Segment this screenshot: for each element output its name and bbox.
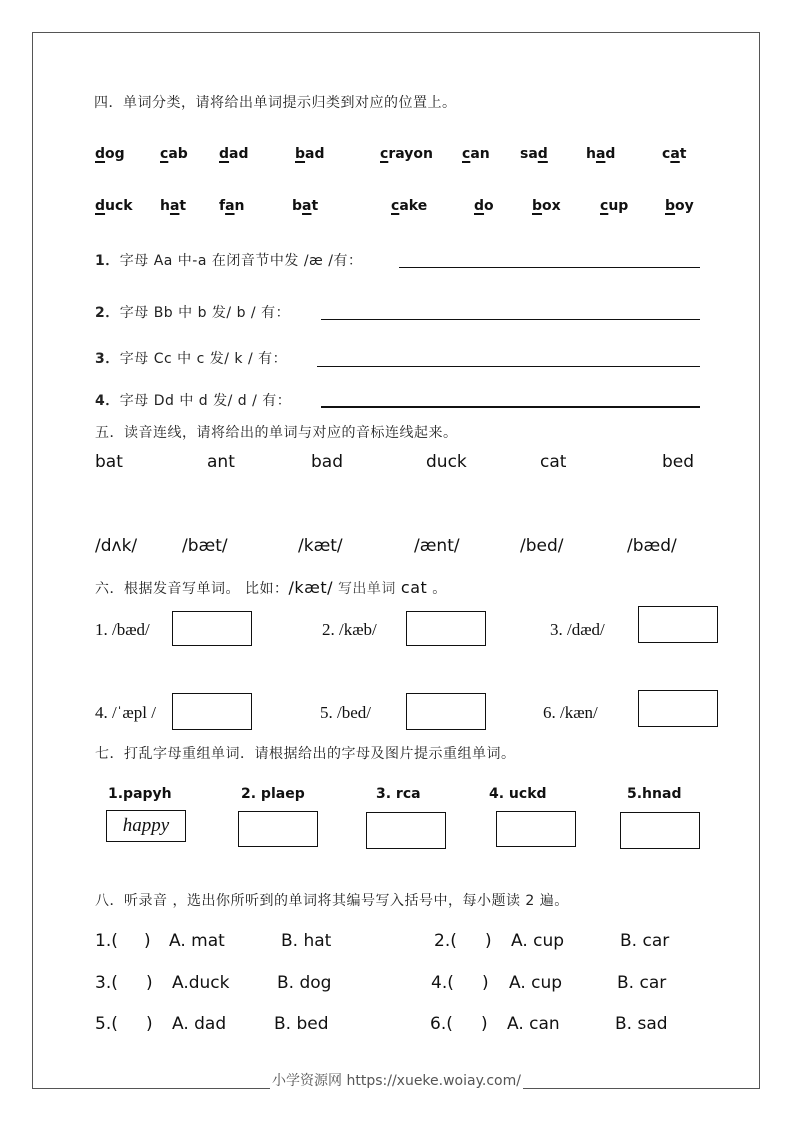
item8-1-bracket[interactable]: ) xyxy=(144,931,151,951)
word-duck: duck xyxy=(95,198,133,214)
phonetic-kaet[interactable]: /kæt/ xyxy=(298,536,343,556)
footer xyxy=(0,1070,793,1090)
item6-4-label: 4. /ˈæpl / xyxy=(95,703,156,722)
item8-5-bracket[interactable]: ) xyxy=(146,1014,153,1034)
item8-4-option-b: B. car xyxy=(617,973,667,993)
item8-6-option-b: B. sad xyxy=(615,1014,668,1034)
item6-2-label: 2. /kæb/ xyxy=(322,620,377,639)
item7-2-label: 2. plaep xyxy=(241,786,305,802)
question-2: 2．字母 Bb 中 b 发/ b / 有： xyxy=(95,305,291,321)
section8-title: 八．听录音 ，选出你所听到的单词将其编号写入括号中，每小题读 2 遍。 xyxy=(95,893,569,909)
word-dog: dog xyxy=(95,146,125,162)
word-hat: hat xyxy=(160,198,187,214)
word-box: box xyxy=(532,198,561,214)
item7-3-answer-box[interactable] xyxy=(366,812,446,849)
word-had: had xyxy=(586,146,616,162)
word-can: can xyxy=(462,146,490,162)
word-fan: fan xyxy=(219,198,245,214)
match-word-bad[interactable]: bad xyxy=(311,452,343,472)
item7-4-answer-box[interactable] xyxy=(496,811,576,847)
answer-line-2[interactable] xyxy=(321,319,700,320)
item7-1-answer-box[interactable] xyxy=(106,810,186,842)
phonetic-baed[interactable]: /bæd/ xyxy=(627,536,677,556)
item8-5-option-a: A. dad xyxy=(172,1014,227,1034)
item6-2-answer-box[interactable] xyxy=(406,611,486,646)
item7-2-answer-box[interactable] xyxy=(238,811,318,847)
item6-3-label: 3. /dæd/ xyxy=(550,620,605,639)
question-3: 3．字母 Cc 中 c 发/ k / 有： xyxy=(95,351,288,367)
item8-4-open: 4.( xyxy=(431,973,454,993)
section6-title: 六．根据发音写单词。 比如：/kæt/ 写出单词 cat 。 xyxy=(95,578,447,597)
item7-1-answer: happy xyxy=(122,815,170,836)
item6-5-answer-box[interactable] xyxy=(406,693,486,730)
section5-title: 五．读音连线，请将给出的单词与对应的音标连线起来。 xyxy=(95,425,458,441)
item8-1-open: 1.( xyxy=(95,931,118,951)
item8-3-bracket[interactable]: ) xyxy=(146,973,153,993)
item8-2-open: 2.( xyxy=(434,931,457,951)
item8-5-option-b: B. bed xyxy=(274,1014,329,1034)
word-cab: cab xyxy=(160,146,188,162)
word-cat: cat xyxy=(662,146,687,162)
item8-2-bracket[interactable]: ) xyxy=(485,931,492,951)
match-word-bat[interactable]: bat xyxy=(95,452,123,472)
word-cup: cup xyxy=(600,198,629,214)
item7-5-label: 5.hnad xyxy=(627,786,682,802)
item7-4-label: 4. uckd xyxy=(489,786,547,802)
phonetic-bed[interactable]: /bed/ xyxy=(520,536,564,556)
word-do: do xyxy=(474,198,494,214)
item8-1-option-b: B. hat xyxy=(281,931,332,951)
item8-2-option-b: B. car xyxy=(620,931,670,951)
word-cake: cake xyxy=(391,198,428,214)
answer-line-3[interactable] xyxy=(317,366,700,367)
item6-6-label: 6. /kæn/ xyxy=(543,703,598,722)
item7-5-answer-box[interactable] xyxy=(620,812,700,849)
item6-6-answer-box[interactable] xyxy=(638,690,718,727)
item8-4-bracket[interactable]: ) xyxy=(482,973,489,993)
item8-4-option-a: A. cup xyxy=(509,973,563,993)
question-1: 1．字母 Aa 中-a 在闭音节中发 /æ /有： xyxy=(95,253,363,269)
item6-1-answer-box[interactable] xyxy=(172,611,252,646)
item8-6-option-a: A. can xyxy=(507,1014,560,1034)
item7-1-label: 1.papyh xyxy=(108,786,172,802)
question-4: 4．字母 Dd 中 d 发/ d / 有： xyxy=(95,393,292,409)
section7-title: 七．打乱字母重组单词．请根据给出的字母及图片提示重组单词。 xyxy=(95,746,516,762)
item8-1-option-a: A. mat xyxy=(169,931,225,951)
item6-5-label: 5. /bed/ xyxy=(320,703,371,722)
item8-5-open: 5.( xyxy=(95,1014,118,1034)
item8-3-open: 3.( xyxy=(95,973,118,993)
answer-line-1[interactable] xyxy=(399,267,700,268)
item7-3-label: 3. rca xyxy=(376,786,421,802)
word-crayon: crayon xyxy=(380,146,433,162)
item6-4-answer-box[interactable] xyxy=(172,693,252,730)
item8-3-option-b: B. dog xyxy=(277,973,332,993)
item8-6-open: 6.( xyxy=(430,1014,453,1034)
word-dad: dad xyxy=(219,146,249,162)
item8-3-option-a: A.duck xyxy=(172,973,230,993)
phonetic-aent[interactable]: /ænt/ xyxy=(414,536,460,556)
word-sad: sad xyxy=(520,146,548,162)
section4-title: 四．单词分类，请将给出单词提示归类到对应的位置上。 xyxy=(94,95,457,111)
match-word-ant[interactable]: ant xyxy=(207,452,235,472)
item6-3-answer-box[interactable] xyxy=(638,606,718,643)
word-boy: boy xyxy=(665,198,694,214)
item6-1-label: 1. /bæd/ xyxy=(95,620,150,639)
phonetic-baet[interactable]: /bæt/ xyxy=(182,536,228,556)
match-word-cat[interactable]: cat xyxy=(540,452,567,472)
footer-text[interactable]: 小学资源网 https://xueke.woiay.com/ xyxy=(272,1073,521,1089)
match-word-duck[interactable]: duck xyxy=(426,452,467,472)
match-word-bed[interactable]: bed xyxy=(662,452,695,472)
item8-2-option-a: A. cup xyxy=(511,931,565,951)
phonetic-dak[interactable]: /dʌk/ xyxy=(95,536,138,556)
item8-6-bracket[interactable]: ) xyxy=(481,1014,488,1034)
word-bat: bat xyxy=(292,198,319,214)
answer-line-4[interactable] xyxy=(321,406,700,408)
word-bad: bad xyxy=(295,146,325,162)
